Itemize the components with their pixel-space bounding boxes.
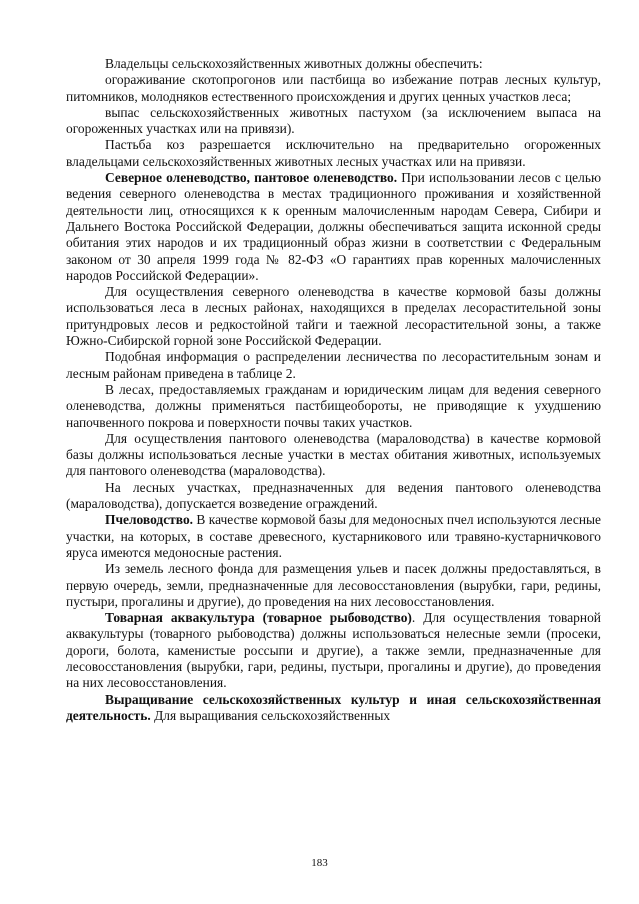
paragraph-text: Владельцы сельскохозяйственных животных должны обеспечить: — [105, 56, 483, 71]
paragraph-text: В лесах, предоставляемых гражданам и юридическим лицам для ведения северного оленеводства, должны применяться пастбищеобороты, не приводящие к ухудшению напочвенного покрова и поверхности почвы таких участков. — [66, 381, 601, 430]
paragraph — [66, 56, 601, 72]
paragraph-text: Подобная информация о распределении лесничества по лесорастительным зонам и лесным районам приведена в таблице 2. — [66, 349, 601, 381]
paragraph-text: Для осуществления пантового оленеводства (мараловодства) в качестве кормовой базы должны использоваться лесные участки в местах обитания животных, используемых для пантового оленеводства (мараловодства). — [66, 430, 601, 479]
paragraph-text: . Для осуществления товарной аквакультуры (товарного рыбоводства) должны использоваться нелесные земли (просеки, дороги, болота, каменистые россыпи и другие), а также земли, предназначенные для лесовосстановления (вырубки, гари, редины, пустыри, прогалины и другие), до проведения на них лесовосстановления. — [66, 610, 601, 691]
paragraph — [66, 480, 601, 513]
paragraph-text: огораживание скотопрогонов или пастбища во избежание потрав лесных культур, питомников, молодняков естественного происхождения и других ценных участков леса; — [66, 72, 601, 104]
paragraph — [66, 610, 601, 691]
body-text — [66, 56, 601, 724]
paragraph-bold-heading: Выращивание сельскохозяйственных культур и иная сельскохозяйственная деятельность. — [66, 691, 601, 723]
paragraph-text: выпас сельскохозяйственных животных пастухом (за исключением выпаса на огороженных участках или на привязи). — [66, 104, 601, 137]
paragraph-text: Из земель лесного фонда для размещения ульев и пасек должны предоставляться, в первую очередь, земли, предназначенные для лесовосстановления (вырубки, гари, редины, пустыри, прогалины и другие), до проведения на них лесовосстановления. — [66, 561, 601, 609]
paragraph — [66, 512, 601, 561]
page-number: 183 — [311, 857, 328, 869]
paragraph-text: При использовании лесов с целью ведения северного оленеводства в местах традиционного проживания и хозяйственной деятельности лиц, относящихся к к оренным малочисленным народам Севера, Сибири и Дальнего Востока Российской Федерации, должны обеспечиваться защита исконной среды обитания этих народов и их традиционный образ жизни в соответствии с Федеральным законом от 30 апреля 1999 года № 82-ФЗ «О гарантиях прав коренных малочисленных народов Российской Федерации». — [66, 170, 602, 283]
paragraph-text: В качестве кормовой базы для медоносных пчел используются лесные участки, на которых, в составе древесного, кустарникового или травяно-кустарничкового яруса имеются медоносные растения. — [66, 512, 601, 560]
paragraph — [66, 170, 601, 284]
paragraph — [66, 284, 601, 349]
paragraph-bold-heading: Товарная аквакультура (товарное рыбоводство) — [105, 610, 412, 626]
paragraph-text: Пастьба коз разрешается исключительно на предварительно огороженных владельцами сельскохозяйственных животных лесных участках или на привязи. — [66, 137, 601, 169]
paragraph-bold-heading: Пчеловодство. — [105, 512, 194, 528]
paragraph-text: Для осуществления северного оленеводства в качестве кормовой базы должны использоваться леса в лесных районах, находящихся в пределах лесорастительной зоны притундровых лесов и редкостойной тайги и таежной лесорастительной зоны, а также Южно-Сибирской горной зоне Российской Федерации. — [66, 284, 601, 349]
paragraph-text: Для выращивания сельскохозяйственных — [150, 707, 391, 723]
paragraph — [66, 561, 601, 610]
paragraph — [66, 137, 601, 170]
paragraph — [66, 692, 601, 725]
paragraph-bold-heading: Северное оленеводство, пантовое оленеводство. — [105, 170, 398, 186]
paragraph-text: На лесных участках, предназначенных для ведения пантового оленеводства (мараловодства), допускается возведение ограждений. — [66, 479, 601, 512]
paragraph — [66, 105, 601, 138]
paragraph — [66, 382, 601, 431]
paragraph — [66, 72, 601, 105]
paragraph — [66, 349, 601, 382]
paragraph — [66, 431, 601, 480]
